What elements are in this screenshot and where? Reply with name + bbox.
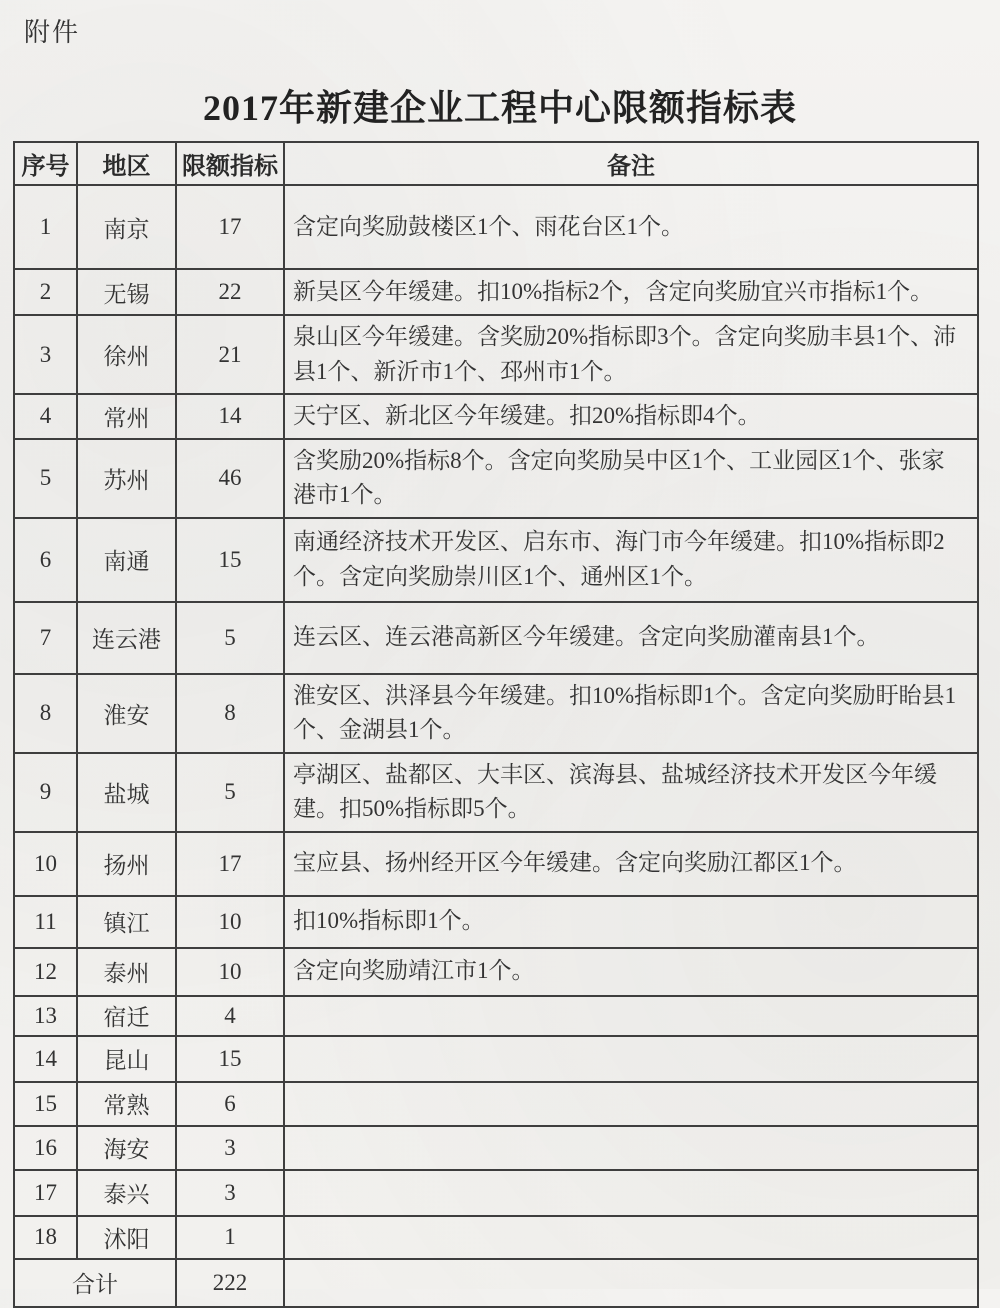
table-row: [14, 896, 978, 948]
cell-remark: [284, 1082, 978, 1126]
table-row: [14, 185, 978, 269]
table-row: [14, 602, 978, 674]
cell-region: 淮安: [77, 674, 176, 753]
cell-quota: 4: [176, 996, 284, 1036]
cell-region: 连云港: [77, 602, 176, 674]
cell-no: 10: [14, 832, 77, 896]
cell-quota: 6: [176, 1082, 284, 1126]
cell-no: 11: [14, 896, 77, 948]
cell-region: 泰州: [77, 948, 176, 996]
cell-quota: 14: [176, 394, 284, 439]
cell-quota: 1: [176, 1216, 284, 1259]
cell-quota: 5: [176, 753, 284, 832]
cell-quota: 17: [176, 832, 284, 896]
cell-region: 昆山: [77, 1036, 176, 1082]
cell-quota: 3: [176, 1126, 284, 1170]
table-row: [14, 1170, 978, 1216]
cell-region: 沭阳: [77, 1216, 176, 1259]
cell-quota: 21: [176, 315, 284, 394]
cell-quota: 5: [176, 602, 284, 674]
header-no: 序号: [14, 142, 77, 185]
cell-remark: [284, 996, 978, 1036]
header-quota: 限额指标: [176, 142, 284, 185]
cell-quota: 10: [176, 896, 284, 948]
cell-region: 徐州: [77, 315, 176, 394]
cell-remark: [284, 1170, 978, 1216]
table-row: [14, 832, 978, 896]
cell-quota: 10: [176, 948, 284, 996]
cell-region: 常州: [77, 394, 176, 439]
cell-region: 镇江: [77, 896, 176, 948]
cell-remark: 含奖励20%指标8个。含定向奖励吴中区1个、工业园区1个、张家港市1个。: [284, 439, 978, 518]
cell-remark: [284, 1216, 978, 1259]
cell-region: 无锡: [77, 269, 176, 315]
cell-quota: 17: [176, 185, 284, 269]
cell-no: 7: [14, 602, 77, 674]
table-row: [14, 1082, 978, 1126]
cell-no: 8: [14, 674, 77, 753]
cell-no: 4: [14, 394, 77, 439]
header-row: [14, 142, 978, 185]
cell-no: 3: [14, 315, 77, 394]
total-row: [14, 1259, 978, 1307]
cell-no: 18: [14, 1216, 77, 1259]
quota-table: [13, 141, 979, 1308]
attachment-label: 附件: [24, 18, 81, 47]
table-row: [14, 518, 978, 602]
cell-quota: 8: [176, 674, 284, 753]
cell-region: 泰兴: [77, 1170, 176, 1216]
cell-remark: 含定向奖励靖江市1个。: [284, 948, 978, 996]
cell-remark: 宝应县、扬州经开区今年缓建。含定向奖励江都区1个。: [284, 832, 978, 896]
cell-no: 16: [14, 1126, 77, 1170]
cell-region: 宿迁: [77, 996, 176, 1036]
cell-region: 南通: [77, 518, 176, 602]
cell-remark: 扣10%指标即1个。: [284, 896, 978, 948]
cell-no: 17: [14, 1170, 77, 1216]
cell-remark: [284, 1036, 978, 1082]
table-row: [14, 753, 978, 832]
cell-region: 常熟: [77, 1082, 176, 1126]
cell-remark: 泉山区今年缓建。含奖励20%指标即3个。含定向奖励丰县1个、沛县1个、新沂市1个、邳州市1个。: [284, 315, 978, 394]
cell-no: 6: [14, 518, 77, 602]
cell-quota: 15: [176, 518, 284, 602]
cell-remark: [284, 1126, 978, 1170]
cell-quota: 15: [176, 1036, 284, 1082]
table-row: [14, 948, 978, 996]
cell-quota: 46: [176, 439, 284, 518]
table-row: [14, 996, 978, 1036]
cell-no: 2: [14, 269, 77, 315]
total-remark: [284, 1259, 978, 1307]
cell-quota: 3: [176, 1170, 284, 1216]
table-row: [14, 315, 978, 394]
table-row: [14, 674, 978, 753]
cell-no: 15: [14, 1082, 77, 1126]
cell-remark: 连云区、连云港高新区今年缓建。含定向奖励灌南县1个。: [284, 602, 978, 674]
header-region: 地区: [77, 142, 176, 185]
cell-region: 扬州: [77, 832, 176, 896]
cell-remark: 含定向奖励鼓楼区1个、雨花台区1个。: [284, 185, 978, 269]
cell-remark: 淮安区、洪泽县今年缓建。扣10%指标即1个。含定向奖励盱眙县1个、金湖县1个。: [284, 674, 978, 753]
table-row: [14, 1216, 978, 1259]
cell-region: 海安: [77, 1126, 176, 1170]
cell-no: 5: [14, 439, 77, 518]
cell-region: 苏州: [77, 439, 176, 518]
cell-no: 9: [14, 753, 77, 832]
cell-remark: 天宁区、新北区今年缓建。扣20%指标即4个。: [284, 394, 978, 439]
cell-quota: 22: [176, 269, 284, 315]
total-label: 合计: [14, 1259, 176, 1307]
header-remark: 备注: [284, 142, 978, 185]
cell-remark: 南通经济技术开发区、启东市、海门市今年缓建。扣10%指标即2个。含定向奖励崇川区1个、通州区1个。: [284, 518, 978, 602]
page-title: 2017年新建企业工程中心限额指标表: [202, 88, 797, 128]
cell-region: 南京: [77, 185, 176, 269]
table-row: [14, 269, 978, 315]
cell-remark: 新吴区今年缓建。扣10%指标2个，含定向奖励宜兴市指标1个。: [284, 269, 978, 315]
cell-no: 1: [14, 185, 77, 269]
table-row: [14, 1126, 978, 1170]
cell-remark: 亭湖区、盐都区、大丰区、滨海县、盐城经济技术开发区今年缓建。扣50%指标即5个。: [284, 753, 978, 832]
cell-no: 14: [14, 1036, 77, 1082]
table-row: [14, 394, 978, 439]
cell-region: 盐城: [77, 753, 176, 832]
cell-no: 13: [14, 996, 77, 1036]
table-row: [14, 439, 978, 518]
cell-no: 12: [14, 948, 77, 996]
table-row: [14, 1036, 978, 1082]
total-quota: 222: [176, 1259, 284, 1307]
